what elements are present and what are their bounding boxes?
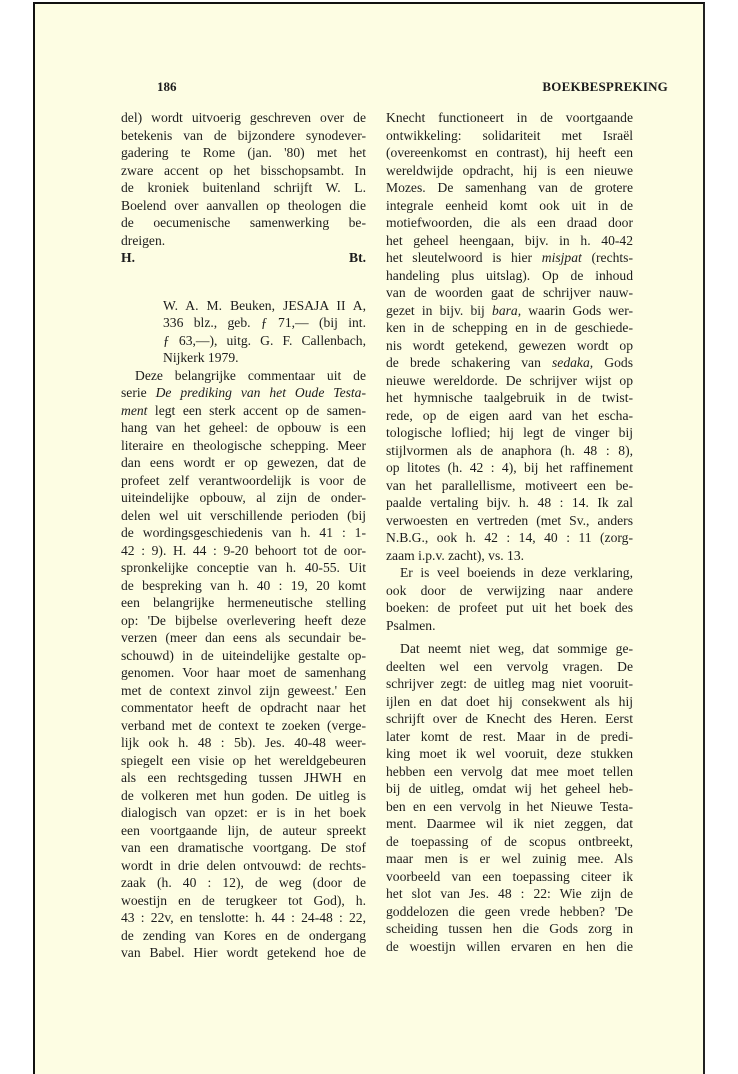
text-line: profeet zelf verantwoordelijk is voor de [121, 472, 366, 488]
text-line: uiteindelijke opbouw, al zijn de onder- [121, 490, 366, 505]
text-line: zware accent op het bisschopsambt. In [121, 162, 366, 178]
running-title: BOEKBESPREKING [542, 79, 668, 94]
text-line: de kroniek buitenland schrijft W. L. [121, 180, 366, 195]
text-line: ment. Daarmee wil ik niet zeggen, dat [386, 816, 633, 831]
text-line: van een dramatische voortgang. De stof [121, 840, 366, 855]
text-line: ken in de schepping en in de geschiede- [386, 320, 633, 335]
italic-title-text: De prediking van het Oude Testa- [155, 385, 366, 400]
text-segment: gezet in bijv. bij [386, 302, 493, 318]
text-line: schouwd) in de uiteindelijke gestalte op- [121, 647, 366, 663]
text-line [386, 354, 633, 372]
text-segment: legt een sterk accent op de samen- [147, 402, 366, 418]
text-line: rede, op de eigen aard van het escha- [386, 407, 633, 423]
signature-initial-left: H. [121, 250, 135, 265]
text-line: hang van het geheel: de opbouw is een [121, 420, 366, 435]
text-line [121, 384, 366, 402]
text-line: commentator heeft de opdracht naar het [121, 700, 366, 715]
text-line: bij de uitleg, omdat wij het geheel heb- [386, 781, 633, 796]
paragraph-continuation [386, 109, 633, 564]
text-line: ook door de verwijzing naar andere [386, 582, 633, 598]
text-line: de volkeren met hun goden. De uitleg is [121, 787, 366, 803]
text-line: de wordingsgeschiedenis van h. 41 : 1- [121, 525, 366, 540]
text-line: Knecht functioneert in de voortgaande [386, 110, 633, 125]
text-line: stijlvormen als de anaphora (h. 48 : 8), [386, 442, 633, 458]
text-line: spiegelt een visie op het wereldgebeuren [121, 752, 366, 768]
italic-title-text: ment [121, 402, 148, 418]
text-line: verzen (meer dan eens als secundair be- [121, 630, 366, 645]
text-line: schrijver zegt: de uitleg mag niet vooruit- [386, 676, 633, 691]
text-line: wereldwijde opdracht, hij is een nieuwe [386, 162, 633, 178]
text-line [121, 402, 366, 420]
continuation-paragraph [121, 109, 366, 249]
text-line: als een rechtsgeding tussen JHWH en [121, 770, 366, 785]
text-line: van de woorden gaat de schrijver nauw- [386, 285, 633, 300]
text-line: Boelend over aanvallen op theologen die [121, 197, 366, 213]
text-line: boeken: de profeet put uit het boek des [386, 600, 633, 615]
text-line: de oecumenische samenwerking be- [121, 215, 366, 230]
text-line: het hymnische taalgebruik in de twist- [386, 390, 633, 405]
text-line: lijk ook h. 48 : 5b). Jes. 40-48 weer- [121, 735, 366, 750]
text-line: voorbeeld van een toepassing citeer ik [386, 868, 633, 884]
text-line: W. A. M. Beuken, JESAJA II A, [163, 297, 366, 313]
right-column [386, 109, 633, 955]
text-line: gadering te Rome (jan. '80) met het [121, 145, 366, 160]
text-line: zaak (h. 40 : 12), de weg (door de [121, 875, 366, 890]
italic-title-text: sedaka, [552, 355, 594, 370]
text-line: motiefwoorden, die als een draad door [386, 215, 633, 230]
text-line: woestijn en de terugkeer tot God), h. [121, 892, 366, 908]
text-line: 336 blz., geb. ƒ 71,— (bij int. [163, 315, 366, 330]
text-segment: Gods [593, 355, 633, 370]
text-line: 42 : 9). H. 44 : 9-20 behoort tot de oor- [121, 542, 366, 558]
text-line: later komt de rest. Maar in de predi- [386, 728, 633, 744]
text-line: dreigen. [121, 232, 166, 248]
review-citation [163, 297, 366, 367]
text-line: een belangrijke hermeneutische stelling [121, 595, 366, 610]
text-line: Mozes. De samenhang van de grotere [386, 180, 633, 195]
text-line: scheiding tussen hen die Gods zorg in [386, 921, 633, 936]
text-line: delen wel uit verschillende perioden (bij [121, 507, 366, 523]
text-line: nieuwe wereldorde. De schrijver wijst op [386, 372, 633, 388]
text-line: (overeenkomst en contrast), hij heeft een [386, 145, 633, 160]
text-line: N.B.G., ook h. 42 : 14, 40 : 11 (zorg- [386, 530, 633, 545]
text-line: van het parallellisme, motiveert een be- [386, 477, 633, 493]
signature-initial-right: Bt. [349, 250, 366, 265]
text-segment: de brede schakering van [386, 355, 553, 370]
italic-title-text: bara, [492, 302, 522, 318]
text-line: tologische loflied; hij legt de vinger bij [386, 425, 633, 440]
text-line: ƒ 63,—), uitg. G. F. Callenbach, [163, 332, 366, 348]
text-line: ijlen en dat doet hij consekwent als hij [386, 693, 633, 709]
text-line: ontwikkeling: solidariteit met Israël [386, 127, 633, 143]
text-line: Psalmen. [386, 617, 436, 633]
text-line [386, 302, 633, 320]
text-line: hebben een vervolg dat mee moet tellen [386, 763, 633, 779]
text-line: de zending van Kores en de ondergang [121, 927, 366, 943]
text-line: het slot van Jes. 48 : 22: Wie zijn de [386, 886, 633, 901]
text-line: ben en een vervolg in het Nieuwe Testa- [386, 798, 633, 814]
text-line: de bespreking van h. 40 : 19, 20 komt [121, 577, 366, 593]
text-line: op: 'De bijbelse overlevering heeft deze [121, 612, 366, 628]
text-line: het geheel heengaan, bijv. in h. 40-42 [386, 232, 633, 248]
text-line: een voortgaande lijn, de auteur spreekt [121, 822, 366, 838]
text-line: paalde vertaling bijv. h. 48 : 14. Ik zal [386, 495, 633, 510]
text-line: verwoesten en vertreden (met Sv., anders [386, 512, 633, 528]
page-number: 186 [157, 79, 177, 94]
text-line: zaam i.p.v. zacht), vs. 13. [386, 547, 525, 563]
text-line [386, 249, 633, 267]
text-line: goddelozen die geen vrede hebben? 'De [386, 903, 633, 919]
text-line: Nijkerk 1979. [163, 350, 239, 365]
text-line: dialogisch van opzet: er is in het boek [121, 805, 366, 820]
text-segment: (rechts- [581, 250, 633, 265]
text-line: 43 : 22v, en tenslotte: h. 44 : 24-48 : 22, [121, 910, 366, 925]
text-line: betekenis van de bijzondere synodever- [121, 127, 366, 143]
text-line: op litotes (h. 42 : 4), bij het raffinement [386, 460, 633, 475]
text-segment: waarin Gods wer- [521, 302, 633, 318]
text-segment: het sleutelwoord is hier [386, 250, 542, 265]
paragraph-commentary [386, 564, 633, 634]
text-line: king moet ik wel vooruit, deze stukken [386, 746, 633, 761]
text-line: van Babel. Hier wordt getekend hoe de [121, 945, 366, 960]
text-line: wordt in drie delen ontvouwd: de rechts- [121, 857, 366, 873]
text-line: verband met de context te zoeken (verge- [121, 717, 366, 733]
text-line: del) wordt uitvoerig geschreven over de [121, 110, 366, 125]
text-line: schrijft over de Knecht des Heren. Eerst [386, 711, 633, 726]
reviewer-signature [121, 249, 366, 267]
text-line: genomen. Voor haar moet de samenhang [121, 665, 366, 680]
text-line: Dat neemt niet weg, dat sommige ge- [400, 641, 633, 656]
text-line: spronkelijke conceptie van h. 40-55. Uit [121, 560, 366, 575]
text-line: de toepassing of de scopus ontbreekt, [386, 833, 633, 849]
text-line: nis wordt getekend, gewezen wordt op [386, 337, 633, 353]
italic-title-text: misjpat [541, 250, 582, 265]
left-column [121, 109, 366, 962]
text-line: dan eens wordt er op gewezen, dat de [121, 455, 366, 470]
text-line: met de context zinvol zijn geweest.' Een [121, 682, 366, 698]
text-line: literaire en theologische schepping. Meer [121, 437, 366, 453]
text-line: maar men is er wel zuinig mee. Als [386, 851, 633, 866]
paragraph-critique [386, 640, 633, 955]
review-paragraph [121, 367, 366, 962]
text-line: integrale eenheid komt ook uit in de [386, 197, 633, 213]
text-line: Er is veel boeiends in deze verklaring, [400, 565, 633, 580]
text-line: Deze belangrijke commentaar uit de [135, 367, 366, 383]
text-line: handeling plus uitslag). Op de inhoud [386, 267, 633, 283]
text-line: deelten wel een vervolg vragen. De [386, 658, 633, 674]
text-line: de woestijn willen ervaren en hen die [386, 938, 633, 954]
text-segment: serie [121, 385, 156, 400]
